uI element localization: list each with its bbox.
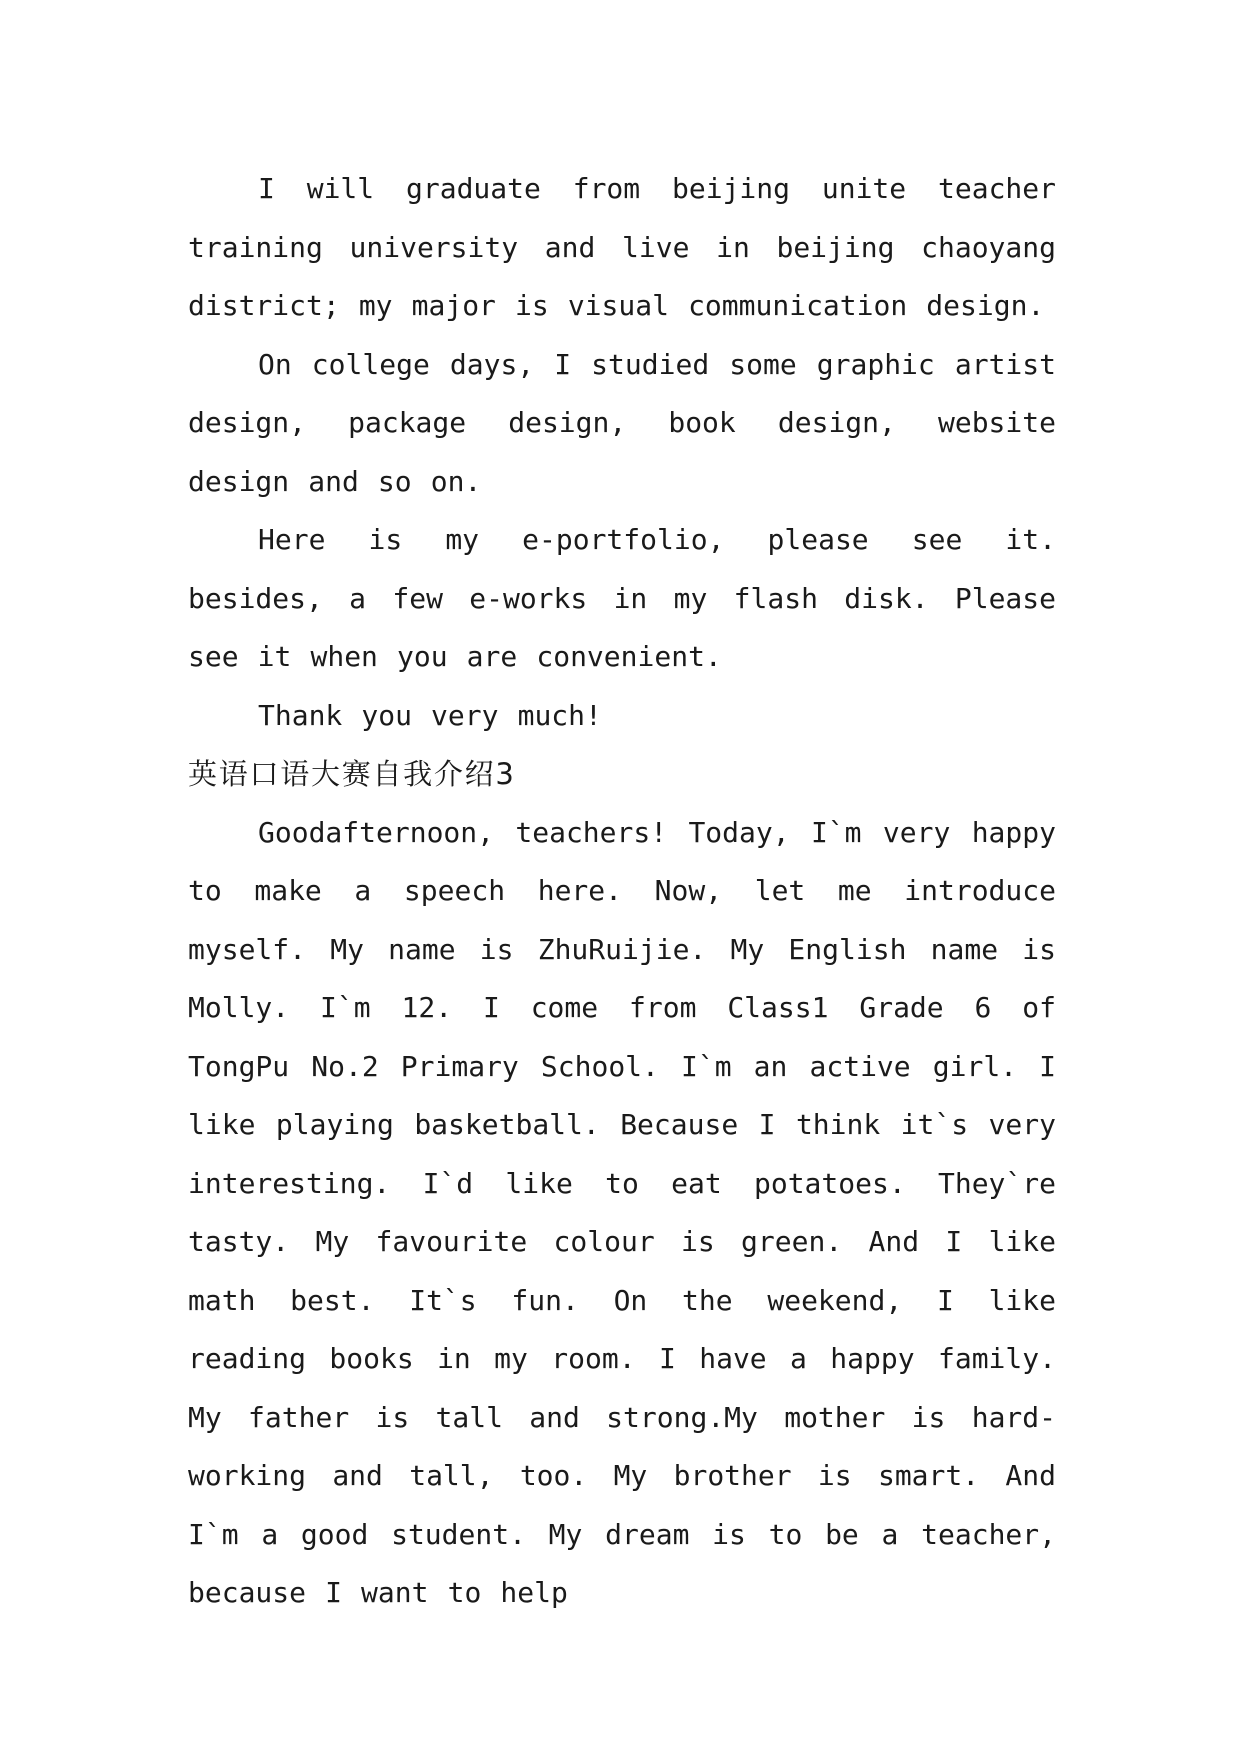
paragraph-thank-you: Thank you very much! [258,698,602,732]
paragraph-college-days: On college days, I studied some graphic artist design, package design, book design, website design and so on. [188,347,1056,498]
section-heading: 英语口语大赛自我介绍3 [188,757,516,791]
paragraph-e-portfolio: Here is my e-portfolio, please see it. besides, a few e-works in my flash disk. Please see it when you are convenient. [188,523,1056,673]
paragraph-graduation: I will graduate from beijing unite teacher training university and live in beijing chaoyang district; my major is visual communication design. [188,172,1056,322]
document-page [188,160,1056,1623]
paragraph-self-introduction: Goodafternoon, teachers! Today, I`m very happy to make a speech here. Now, let me introduce myself. My name is ZhuRuijie. My English name is Molly. I`m 12. I come from Class1 Grade 6 of TongPu No.2 Primary School. I`m an active girl. I like playing basketball. Because I think it`s very interesting. I`d like to eat potatoes. They`re tasty. My favourite colour is green. And I like math best. It`s fun. On the weekend, I like reading books in my room. I have a happy family. My father is tall and strong.My mother is hard-working and tall, too. My brother is smart. And I`m a good student. My dream is to be a teacher, because I want to help [188,815,1056,1609]
